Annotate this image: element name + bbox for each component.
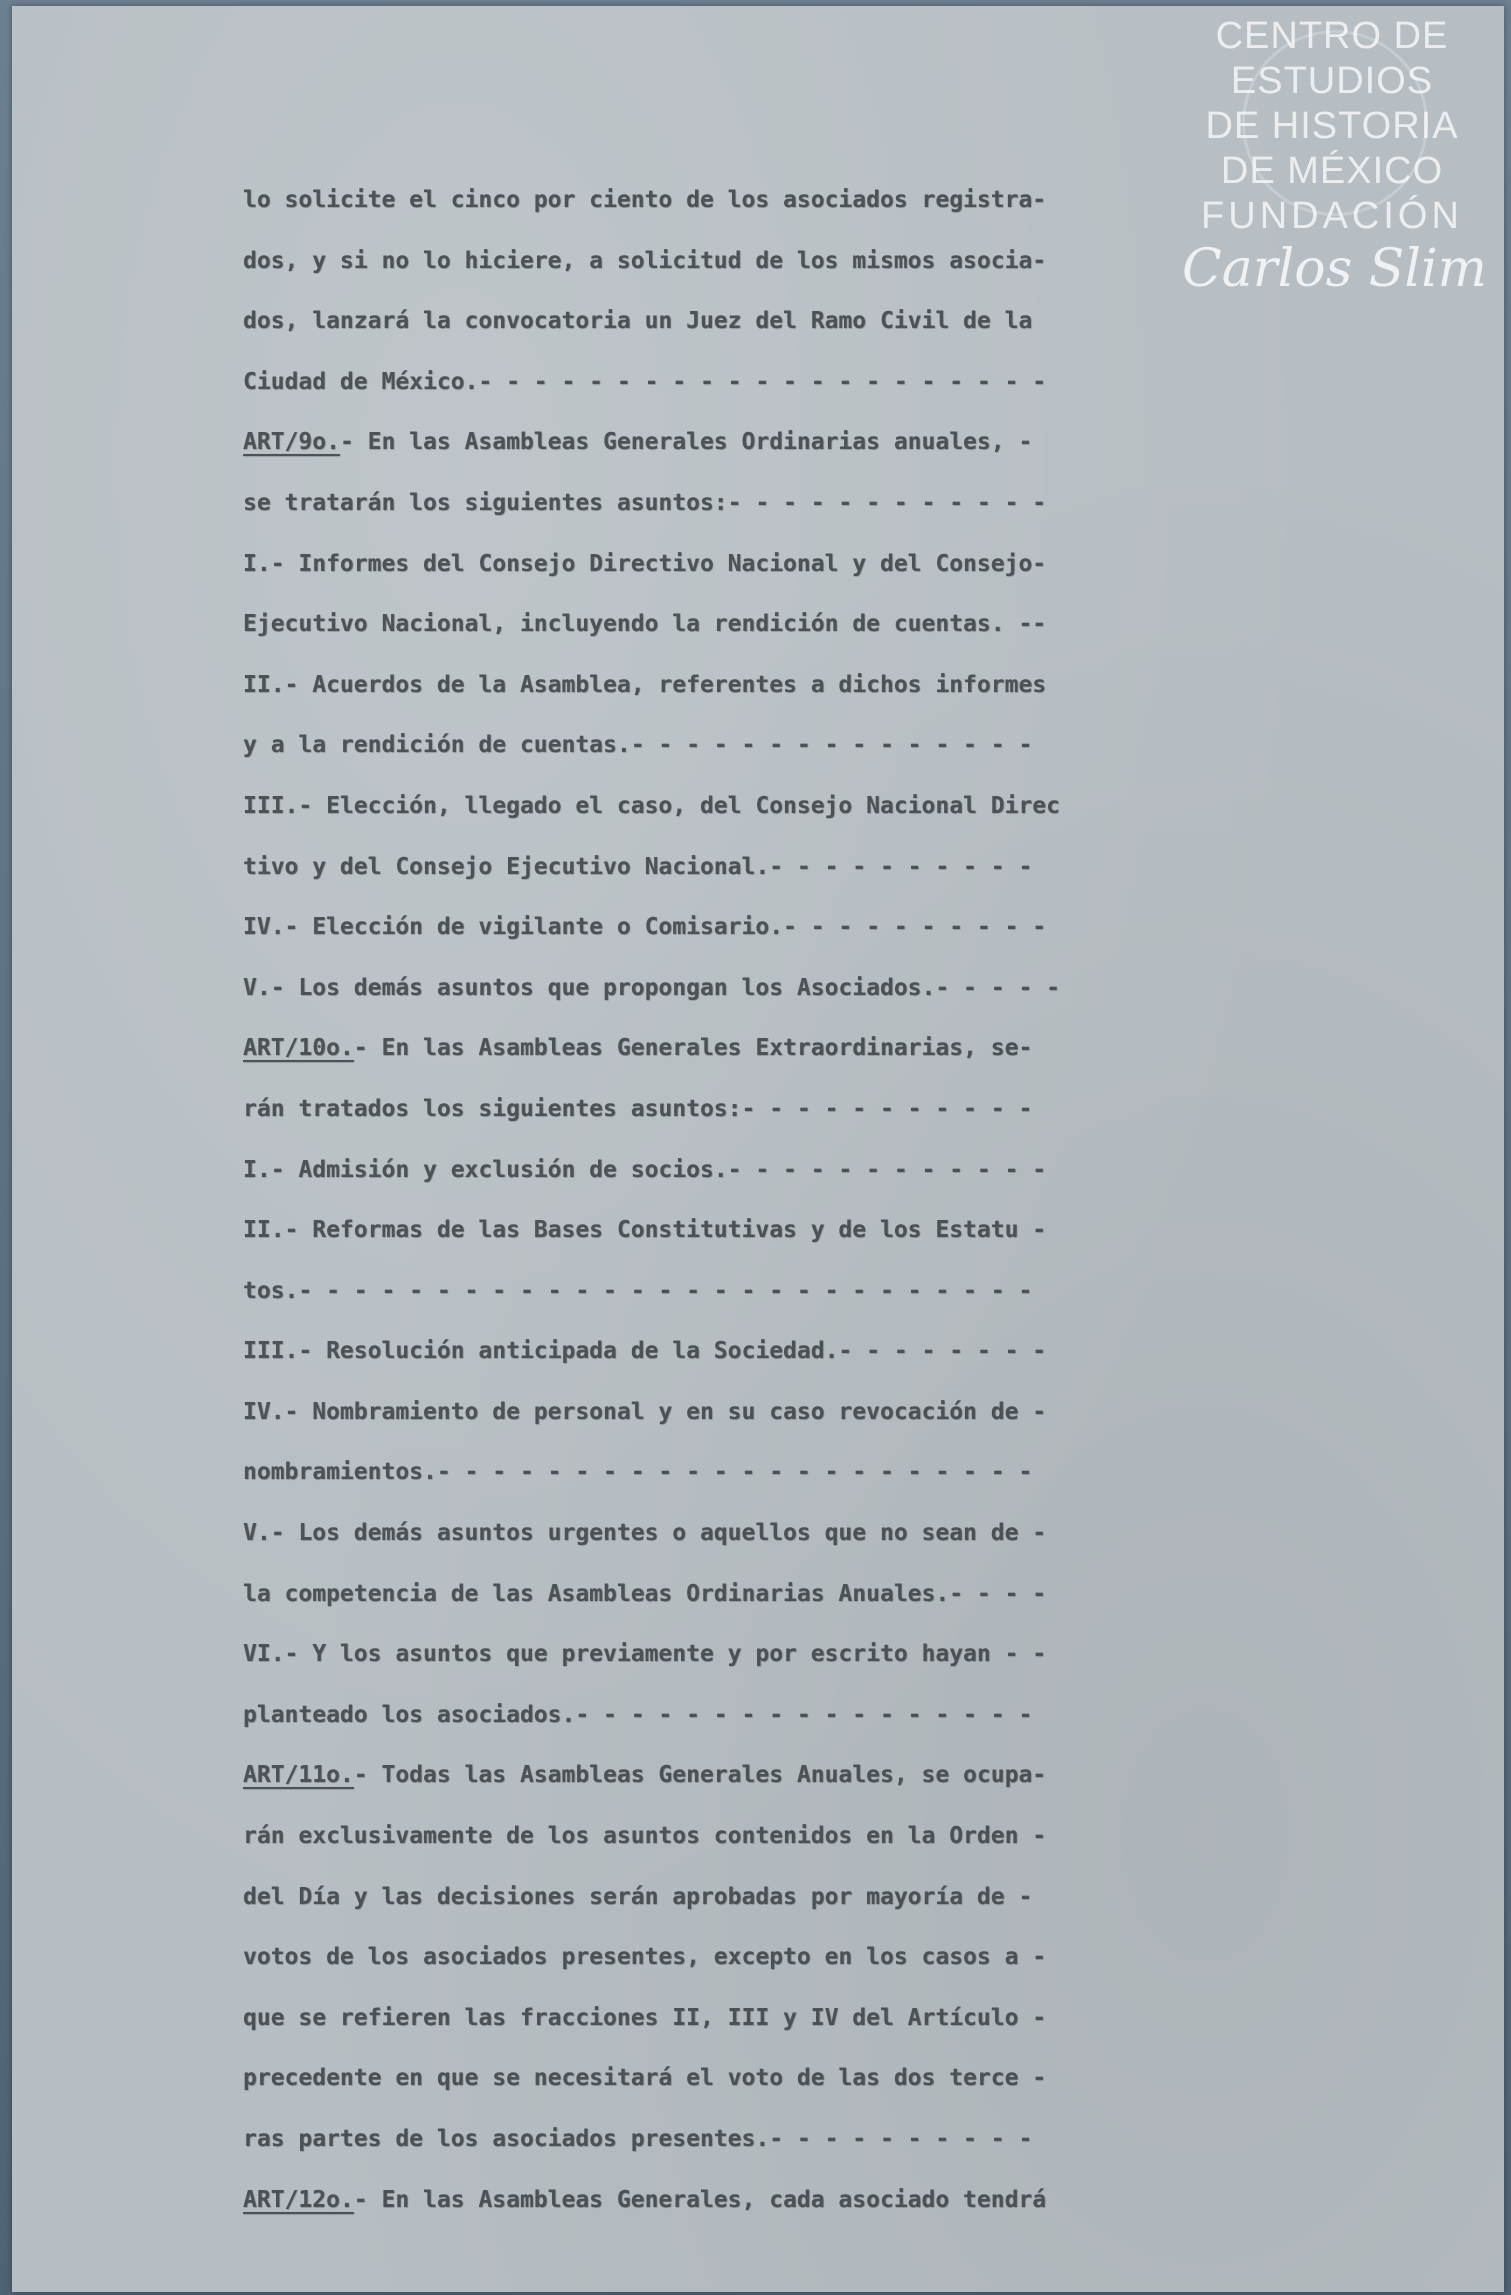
text-line xyxy=(243,958,1303,1019)
article-number: ART/12o. xyxy=(243,2186,354,2213)
watermark-line: CENTRO DE xyxy=(1215,15,1449,57)
line-text: IV.- Nombramiento de personal y en su caso revocación de - xyxy=(243,1398,1047,1425)
text-line xyxy=(243,2048,1303,2109)
line-text: Ejecutivo Nacional, incluyendo la rendición de cuentas. -- xyxy=(243,611,1047,638)
text-line xyxy=(243,1988,1303,2049)
line-text: se tratarán los siguientes asuntos:- - - - - - - - - - - - xyxy=(243,489,1047,516)
text-line xyxy=(243,1564,1303,1625)
text-line xyxy=(243,1079,1303,1140)
text-line xyxy=(243,1442,1303,1503)
watermark-line: DE HISTORIA xyxy=(1205,105,1459,147)
article-line xyxy=(243,412,1303,473)
line-text: y a la rendición de cuentas.- - - - - - - - - - - - - - - xyxy=(243,732,1033,759)
watermark-line: ESTUDIOS xyxy=(1230,60,1434,102)
line-text: tos.- - - - - - - - - - - - - - - - - - - - - - - - - - - xyxy=(243,1277,1033,1304)
text-line xyxy=(243,1927,1303,1988)
article-line xyxy=(243,2170,1303,2231)
typewritten-text xyxy=(243,170,1303,2230)
line-text: - En las Asambleas Generales Ordinarias anuales, - xyxy=(339,429,1033,456)
text-line xyxy=(243,1503,1303,1564)
text-line xyxy=(243,1261,1303,1322)
line-text: planteado los asociados.- - - - - - - - - - - - - - - - - xyxy=(243,1701,1033,1728)
text-line xyxy=(243,1382,1303,1443)
text-line xyxy=(243,170,1303,231)
line-text: V.- Los demás asuntos urgentes o aquellos que no sean de - xyxy=(243,1520,1047,1547)
text-line xyxy=(243,231,1303,292)
text-line xyxy=(243,534,1303,595)
article-line xyxy=(243,1745,1303,1806)
line-text: VI.- Y los asuntos que previamente y por escrito hayan - - xyxy=(243,1641,1047,1668)
text-line xyxy=(243,291,1303,352)
line-text: - En las Asambleas Generales Extraordinarias, se- xyxy=(353,1035,1033,1062)
line-text: - Todas las Asambleas Generales Anuales, se ocupa- xyxy=(353,1762,1047,1789)
text-line xyxy=(243,897,1303,958)
line-text: II.- Acuerdos de la Asamblea, referentes a dichos informes xyxy=(243,671,1047,698)
article-number: ART/11o. xyxy=(243,1762,354,1789)
text-line xyxy=(243,1685,1303,1746)
line-text: del Día y las decisiones serán aprobadas por mayoría de - xyxy=(243,1883,1033,1910)
watermark-line: FUNDACIÓN xyxy=(1201,195,1463,237)
line-text: dos, lanzará la convocatoria un Juez del Ramo Civil de la xyxy=(243,308,1033,335)
line-text: ras partes de los asociados presentes.- - - - - - - - - - xyxy=(243,2126,1033,2152)
watermark-line: DE MÉXICO xyxy=(1220,150,1444,192)
line-text: nombramientos.- - - - - - - - - - - - - - - - - - - - - - xyxy=(243,1459,1033,1486)
article-line xyxy=(243,1018,1303,1079)
text-line xyxy=(243,1624,1303,1685)
line-text: lo solicite el cinco por ciento de los asociados registra- xyxy=(243,187,1047,213)
text-line xyxy=(243,2109,1303,2170)
line-text: tivo y del Consejo Ejecutivo Nacional.- - - - - - - - - - xyxy=(243,853,1033,880)
text-line xyxy=(243,594,1303,655)
line-text: precedente en que se necesitará el voto de las dos terce - xyxy=(243,2065,1047,2092)
text-line xyxy=(243,473,1303,534)
line-text: III.- Resolución anticipada de la Sociedad.- - - - - - - - xyxy=(243,1338,1047,1365)
text-line xyxy=(243,1321,1303,1382)
line-text: rán exclusivamente de los asuntos contenidos en la Orden - xyxy=(243,1823,1047,1850)
line-text: rán tratados los siguientes asuntos:- - - - - - - - - - - xyxy=(243,1095,1033,1122)
line-text: votos de los asociados presentes, excepto en los casos a - xyxy=(243,1944,1047,1971)
text-line xyxy=(243,352,1303,413)
line-text: III.- Elección, llegado el caso, del Consejo Nacional Direc xyxy=(243,792,1060,819)
line-text: - En las Asambleas Generales, cada asociado tendrá xyxy=(353,2186,1047,2213)
line-text: que se refieren las fracciones II, III y IV del Artículo - xyxy=(243,2004,1047,2031)
text-line xyxy=(243,1867,1303,1928)
text-line xyxy=(243,1806,1303,1867)
text-line xyxy=(243,837,1303,898)
line-text: IV.- Elección de vigilante o Comisario.- - - - - - - - - - xyxy=(243,914,1047,941)
line-text: la competencia de las Asambleas Ordinarias Anuales.- - - - xyxy=(243,1580,1047,1607)
line-text: dos, y si no lo hiciere, a solicitud de los mismos asocia- xyxy=(243,247,1047,274)
text-line xyxy=(243,776,1303,837)
text-line xyxy=(243,1140,1303,1201)
line-text: II.- Reformas de las Bases Constitutivas y de los Estatu - xyxy=(243,1217,1047,1244)
text-line xyxy=(243,655,1303,716)
line-text: Ciudad de México.- - - - - - - - - - - - - - - - - - - - - xyxy=(243,368,1047,395)
watermark-signature: Carlos Slim xyxy=(1182,239,1487,299)
line-text: I.- Admisión y exclusión de socios.- - - - - - - - - - - - xyxy=(243,1156,1047,1183)
text-line xyxy=(243,1200,1303,1261)
line-text: I.- Informes del Consejo Directivo Nacional y del Consejo- xyxy=(243,550,1047,577)
article-number: ART/10o. xyxy=(243,1035,354,1062)
line-text: V.- Los demás asuntos que propongan los Asociados.- - - - - xyxy=(243,974,1060,1001)
text-line xyxy=(243,715,1303,776)
article-number: ART/9o. xyxy=(243,429,340,456)
